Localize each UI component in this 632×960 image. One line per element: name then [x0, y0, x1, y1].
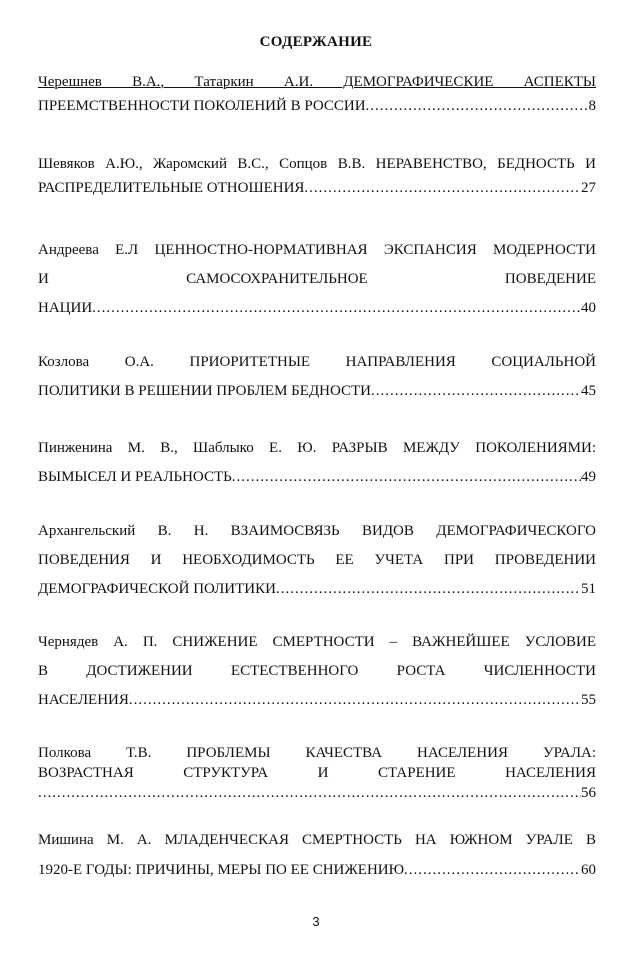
toc-entry-line: Пинженина М. В., Шаблыко Е. Ю. РАЗРЫВ МЕЖДУ ПОКОЛЕНИЯМИ:: [38, 440, 596, 456]
toc-entry-leader-line: [38, 296, 596, 320]
dot-leader: [129, 688, 581, 712]
toc-entry: [38, 519, 596, 601]
page-number: 3: [312, 914, 320, 929]
toc-entry-title-end: ПОЛИТИКИ В РЕШЕНИИ ПРОБЛЕМ БЕДНОСТИ: [38, 383, 372, 399]
dot-leader: [38, 783, 581, 803]
toc-entry-line: ВОЗРАСТНАЯ СТРУКТУРА И СТАРЕНИЕ НАСЕЛЕНИЯ: [38, 765, 596, 781]
toc-entry-line: Черешнев В.А., Татаркин А.И. ДЕМОГРАФИЧЕСКИЕ АСПЕКТЫ: [38, 74, 596, 90]
toc-page-number: 45: [581, 383, 596, 399]
toc-entry-leader-line: [38, 577, 596, 601]
toc-page-number: 55: [581, 692, 596, 708]
toc-page-number: 60: [581, 862, 596, 878]
toc-entry-leader-line: [38, 379, 596, 403]
toc-entry-title-end: НАСЕЛЕНИЯ: [38, 692, 129, 708]
toc-entry-title-end: НАЦИИ: [38, 300, 93, 316]
toc-entry: [38, 152, 596, 200]
toc-entry-line: Архангельский В. Н. ВЗАИМОСВЯЗЬ ВИДОВ ДЕМОГРАФИЧЕСКОГО: [38, 523, 596, 539]
toc-entry-title-end: РАСПРЕДЕЛИТЕЛЬНЫЕ ОТНОШЕНИЯ: [38, 180, 305, 196]
dot-leader: [304, 176, 581, 200]
toc-entry: [38, 436, 596, 489]
toc-entry-leader-line: [38, 176, 596, 200]
toc-entry-title-end: 1920-Е ГОДЫ: ПРИЧИНЫ, МЕРЫ ПО ЕЕ СНИЖЕНИЮ: [38, 862, 405, 878]
dot-leader: [232, 465, 581, 489]
toc-entry-line: Полкова Т.В. ПРОБЛЕМЫ КАЧЕСТВА НАСЕЛЕНИЯ УРАЛА:: [38, 745, 596, 761]
toc-entry: [38, 238, 596, 320]
dot-leader: [276, 577, 581, 601]
dot-leader: [366, 94, 589, 118]
dot-leader: [404, 858, 581, 882]
toc-page-number: 40: [581, 300, 596, 316]
toc-entry-leader-line: [38, 688, 596, 712]
toc-entry-leader-line: [38, 858, 596, 882]
toc-entry-line: Мишина М. А. МЛАДЕНЧЕСКАЯ СМЕРТНОСТЬ НА ЮЖНОМ УРАЛЕ В: [38, 832, 596, 848]
toc-page-number: 27: [581, 180, 596, 196]
toc-entry-line: Шевяков А.Ю., Жаромский В.С., Сопцов В.В. НЕРАВЕНСТВО, БЕДНОСТЬ И: [38, 156, 596, 172]
toc-entry: [38, 828, 596, 882]
toc-entry: [38, 350, 596, 403]
toc-entry-title-end: ПРЕЕМСТВЕННОСТИ ПОКОЛЕНИЙ В РОССИИ: [38, 98, 366, 114]
toc-entry: [38, 70, 596, 118]
toc-entry-leader-line: [38, 94, 596, 118]
toc-page-number: 56: [581, 785, 596, 801]
toc-entry-title-end: ДЕМОГРАФИЧЕСКОЙ ПОЛИТИКИ: [38, 581, 276, 597]
toc-entry-line: В ДОСТИЖЕНИИ ЕСТЕСТВЕННОГО РОСТА ЧИСЛЕННОСТИ: [38, 663, 596, 679]
toc-entry-line: Андреева Е.Л ЦЕННОСТНО-НОРМАТИВНАЯ ЭКСПАНСИЯ МОДЕРНОСТИ: [38, 242, 596, 258]
toc-entry-line: Чернядев А. П. СНИЖЕНИЕ СМЕРТНОСТИ – ВАЖНЕЙШЕЕ УСЛОВИЕ: [38, 634, 596, 650]
toc-page-number: 51: [581, 581, 596, 597]
toc-entry-leader-line: [38, 783, 596, 803]
dot-leader: [371, 379, 581, 403]
toc-entry-title-end: ВЫМЫСЕЛ И РЕАЛЬНОСТЬ: [38, 469, 232, 485]
dot-leader: [92, 296, 581, 320]
page-title: СОДЕРЖАНИЕ: [259, 34, 373, 50]
toc-entry-leader-line: [38, 465, 596, 489]
toc-entry: [38, 630, 596, 712]
toc-page-number: 8: [588, 98, 596, 114]
toc-page-number: 49: [581, 469, 596, 485]
toc-entry-line: И САМОСОХРАНИТЕЛЬНОЕ ПОВЕДЕНИЕ: [38, 271, 596, 287]
toc-entry: [38, 743, 596, 803]
toc-entry-line: ПОВЕДЕНИЯ И НЕОБХОДИМОСТЬ ЕЕ УЧЕТА ПРИ ПРОВЕДЕНИИ: [38, 552, 596, 568]
toc-entry-line: Козлова О.А. ПРИОРИТЕТНЫЕ НАПРАВЛЕНИЯ СОЦИАЛЬНОЙ: [38, 354, 596, 370]
